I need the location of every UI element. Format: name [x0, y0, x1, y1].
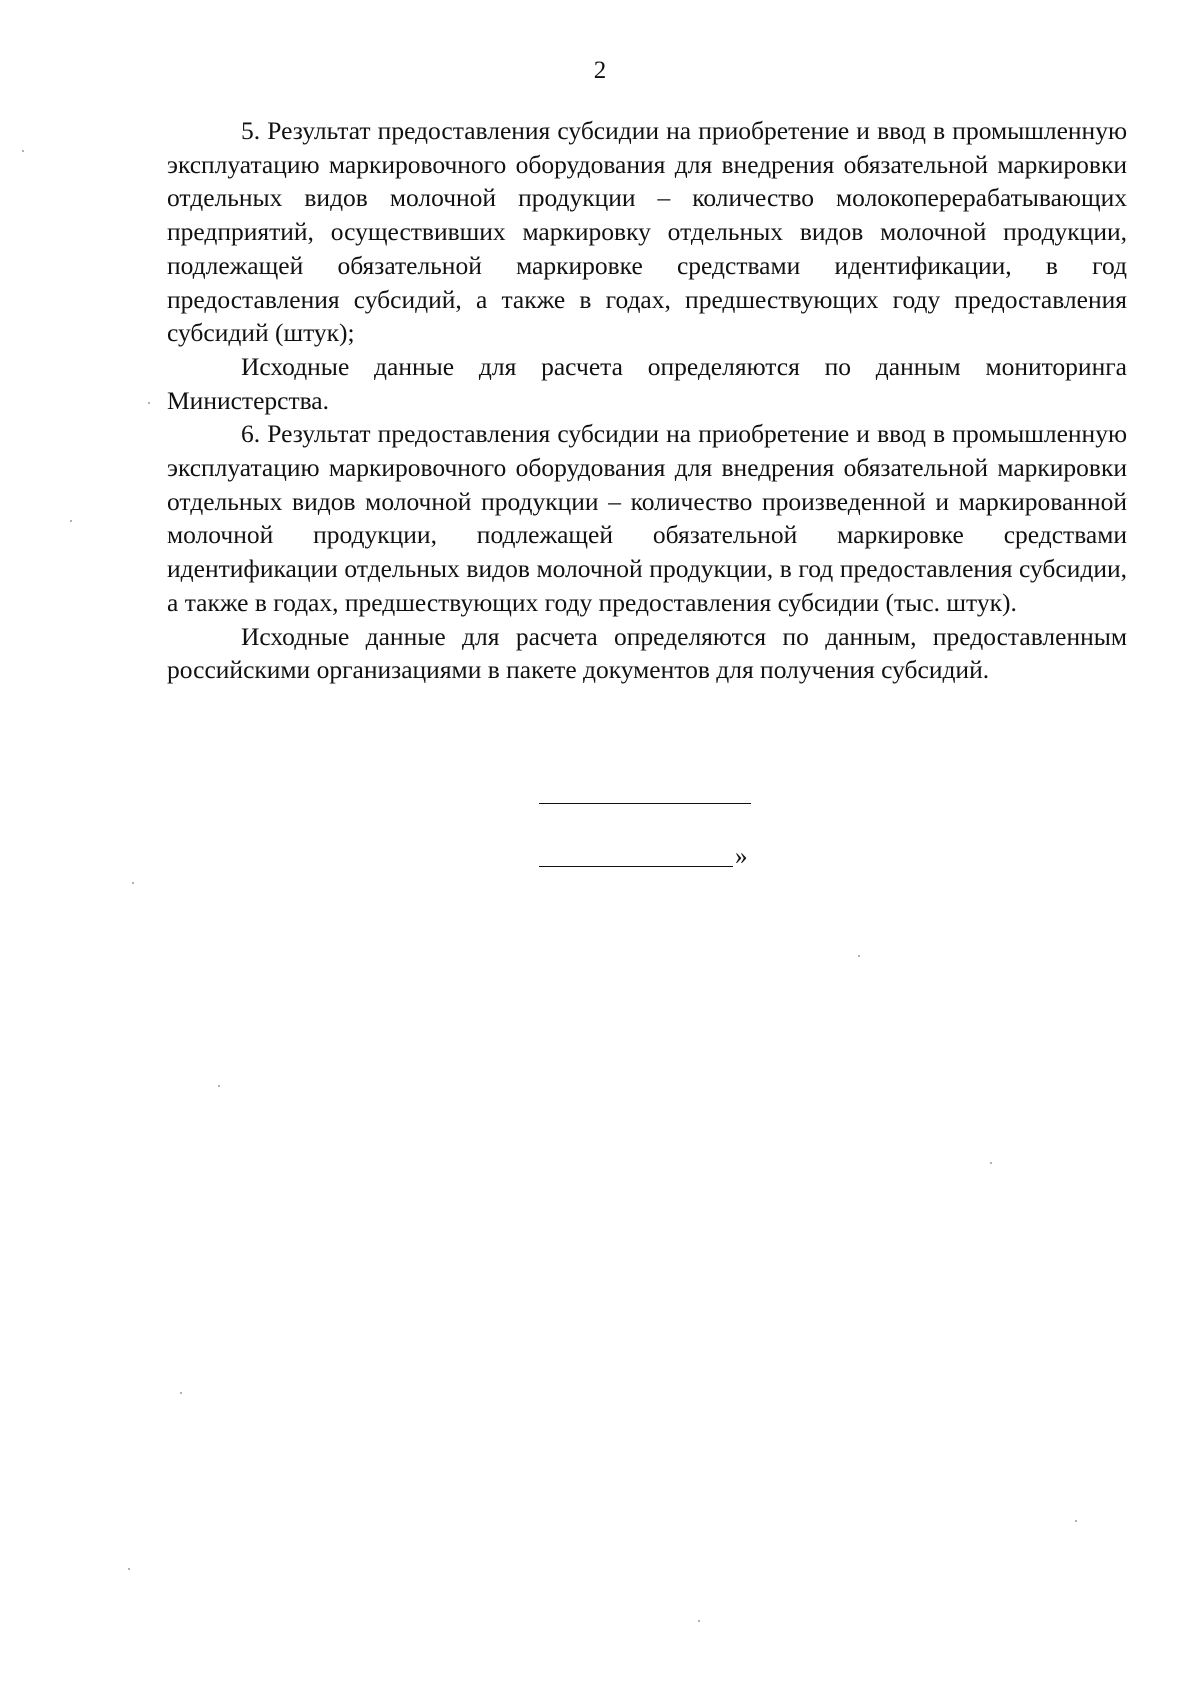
- scan-speck: [22, 150, 24, 152]
- scan-speck: [180, 1392, 182, 1394]
- scan-speck: [148, 402, 150, 404]
- scan-speck: [1075, 1520, 1077, 1522]
- paragraph-result-6: 6. Результат предоставления субсидии на приобретение и ввод в промышленную эксплуатацию маркировочного оборудования для внедрения обязательной маркировки отдельных видов молочной продукции – количество произведенной и маркированной молочной продукции, подлежащей обязательной маркировке средствами идентификации отдельных видов молочной продукции, в год предоставления субсидии, а также в годах, предшествующих году предоставления субсидии (тыс. штук).: [167, 419, 1127, 617]
- scan-speck: [132, 882, 134, 884]
- closing-quote-mark: »: [735, 843, 748, 870]
- paragraph-result-5: 5. Результат предоставления субсидии на приобретение и ввод в промышленную эксплуатацию маркировочного оборудования для внедрения обязательной маркировки отдельных видов молочной продукции – количество молокоперерабатывающих предприятий, осуществивших маркировку отдельных видов молочной продукции, подлежащей обязательной маркировке средствами идентификации, в год предоставления субсидий, а также в годах, предшествующих году предоставления субсидий (штук);: [167, 116, 1127, 348]
- end-of-text-mark: [539, 803, 779, 868]
- document-body: [167, 114, 1127, 687]
- scan-speck: [218, 1085, 220, 1087]
- closing-underline: [539, 866, 733, 867]
- separator-line: [539, 803, 751, 804]
- paragraph-source-data-5: Исходные данные для расчета определяются по данным мониторинга Министерства.: [167, 351, 1127, 415]
- closing-line: [539, 842, 779, 868]
- paragraph-source-data-6: Исходные данные для расчета определяются по данным, предоставленным российскими организациями в пакете документов для получения субсидий.: [167, 621, 1127, 685]
- scan-speck: [990, 1162, 992, 1164]
- scan-speck: [128, 1568, 130, 1570]
- scan-speck: [70, 520, 72, 522]
- scan-speck: [858, 955, 860, 957]
- scan-speck: [698, 1620, 700, 1622]
- page-number: 2: [593, 57, 607, 84]
